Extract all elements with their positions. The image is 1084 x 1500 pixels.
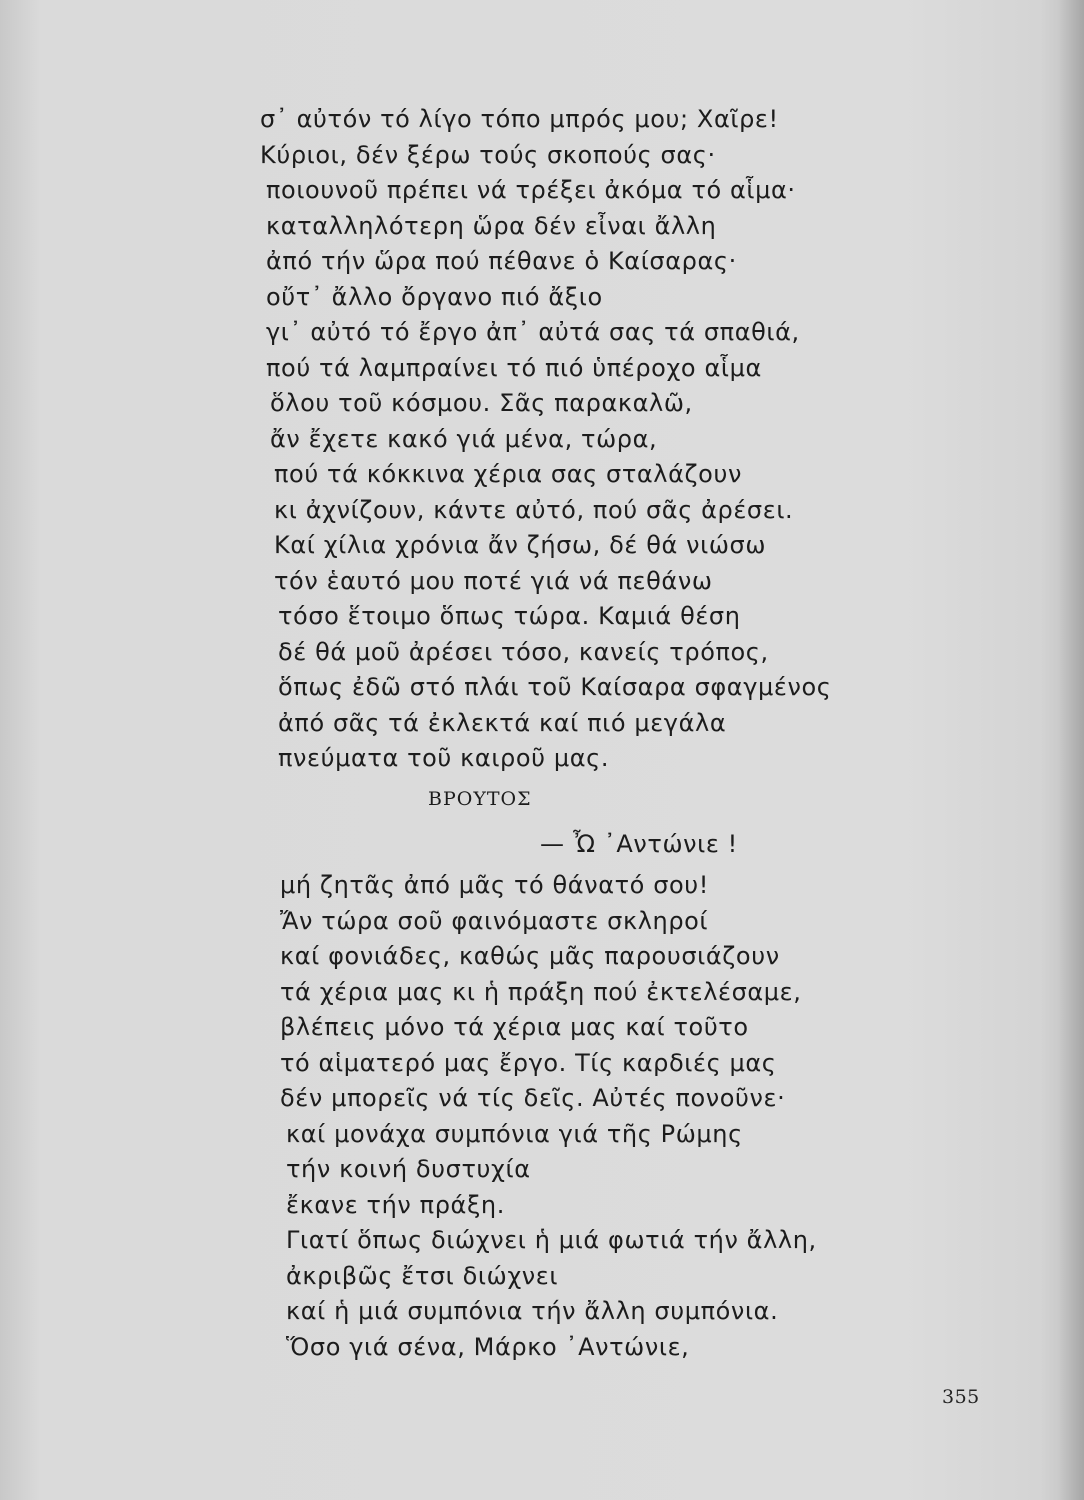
page-edge-shadow bbox=[1058, 0, 1084, 1500]
verse-line: Ὅσο γιά σένα, Μάρκο ᾿Αντώνιε, bbox=[286, 1332, 690, 1361]
verse-line: γι᾿ αὐτό τό ἔργο ἀπ᾿ αὐτά σας τά σπαθιά, bbox=[266, 318, 800, 346]
verse-block-top bbox=[260, 102, 900, 777]
verse-line: Γιατί ὅπως διώχνει ἡ μιά φωτιά τήν ἄλλη, bbox=[286, 1226, 817, 1254]
verse-line: σ᾿ αὐτόν τό λίγο τόπο μπρός μου; Χαῖρε! bbox=[260, 105, 779, 133]
verse-line: τά χέρια μας κι ἡ πράξη πού ἐκτελέσαμε, bbox=[280, 977, 802, 1006]
speaker-reply-line: — Ὦ ᾿Αντώνιε ! bbox=[540, 830, 738, 858]
verse-line: ἄν ἔχετε κακό γιά μένα, τώρα, bbox=[270, 424, 658, 453]
page-number: 355 bbox=[942, 1386, 980, 1408]
verse-line: δέ θά μοῦ ἀρέσει τόσο, κανείς τρόπος, bbox=[278, 637, 769, 666]
verse-line: οὔτ᾿ ἄλλο ὄργανο πιό ἄξιο bbox=[266, 282, 603, 311]
verse-line: τόσο ἕτοιμο ὅπως τώρα. Καμιά θέση bbox=[278, 602, 741, 630]
verse-line: πνεύματα τοῦ καιροῦ μας. bbox=[278, 744, 610, 772]
verse-line: ὅλου τοῦ κόσμου. Σᾶς παρακαλῶ, bbox=[270, 389, 693, 417]
verse-block-bottom bbox=[280, 868, 900, 1365]
verse-line: καί ἡ μιά συμπόνια τήν ἄλλη συμπόνια. bbox=[286, 1297, 779, 1325]
verse-line: Ἄν τώρα σοῦ φαινόμαστε σκληροί bbox=[280, 906, 709, 935]
verse-line: πού τά κόκκινα χέρια σας σταλάζουν bbox=[274, 460, 742, 488]
verse-line: δέν μπορεῖς νά τίς δεῖς. Αὐτές πονοῦνε· bbox=[280, 1084, 786, 1112]
verse-line: ἀκριβῶς ἔτσι διώχνει bbox=[286, 1261, 559, 1290]
speaker-name: ΒΡΟΥΤΟΣ bbox=[428, 788, 532, 810]
verse-line: τό αἱματερό μας ἔργο. Τίς καρδιές μας bbox=[280, 1048, 777, 1077]
verse-line: καί μονάχα συμπόνια γιά τῆς Ρώμης bbox=[286, 1119, 743, 1148]
verse-line: Κύριοι, δέν ξέρω τούς σκοπούς σας· bbox=[260, 140, 716, 169]
verse-line: τήν κοινή δυστυχία bbox=[286, 1155, 531, 1183]
verse-line: καταλληλότερη ὥρα δέν εἶναι ἄλλη bbox=[266, 211, 717, 240]
verse-line: ποιουνοῦ πρέπει νά τρέξει ἀκόμα τό αἷμα· bbox=[266, 176, 796, 204]
verse-line: πού τά λαμπραίνει τό πιό ὑπέροχο αἷμα bbox=[266, 353, 762, 382]
verse-line: κι ἀχνίζουν, κάντε αὐτό, πού σᾶς ἀρέσει. bbox=[274, 495, 794, 524]
verse-line: ὅπως ἐδῶ στό πλάι τοῦ Καίσαρα σφαγμένος bbox=[278, 673, 832, 701]
verse-line: μή ζητᾶς ἀπό μᾶς τό θάνατό σου! bbox=[280, 871, 710, 899]
verse-line: ἀπό σᾶς τά ἐκλεκτά καί πιό μεγάλα bbox=[278, 708, 727, 737]
verse-line: τόν ἑαυτό μου ποτέ γιά νά πεθάνω bbox=[274, 566, 713, 595]
verse-line: βλέπεις μόνο τά χέρια μας καί τοῦτο bbox=[280, 1013, 749, 1041]
verse-line: Καί χίλια χρόνια ἄν ζήσω, δέ θά νιώσω bbox=[274, 531, 767, 559]
verse-line: ἀπό τήν ὥρα πού πέθανε ὁ Καίσαρας· bbox=[266, 247, 737, 275]
verse-line: ἔκανε τήν πράξη. bbox=[286, 1190, 505, 1219]
verse-line: καί φονιάδες, καθώς μᾶς παρουσιάζουν bbox=[280, 942, 780, 970]
